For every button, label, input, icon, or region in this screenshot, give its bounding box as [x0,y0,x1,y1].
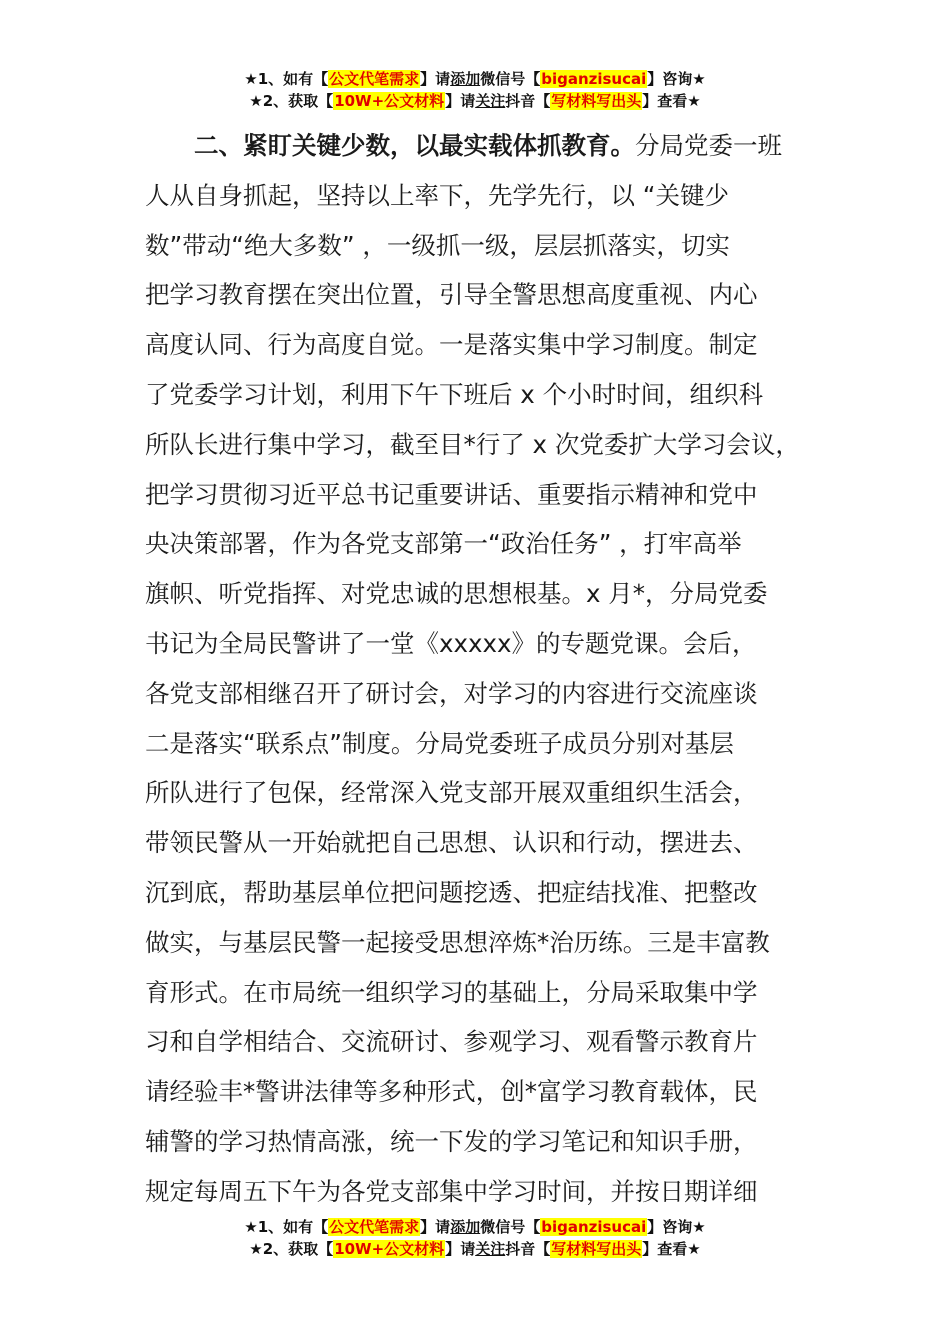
body-line: 分局党委一班 [635,131,782,160]
promo-text: ★1、如有【 [244,70,329,88]
promo-text: 】查看★ [642,92,701,110]
body-line: 习和自学相结合、交流研讨、参观学习、观看警示教育片 [145,1027,758,1057]
body-line: 书记为全局民警讲了一堂《xxxxx》的专题党课。会后， [145,628,757,658]
promo-highlight: 10W+公文材料 [334,92,445,110]
promo-text: 抖音【 [505,1240,551,1258]
promo-underlined-text: 关注 [475,1240,506,1258]
promo-underlined-text: 添加 [450,1218,481,1236]
promo-text: ★1、如有【 [244,1218,329,1236]
body-line: 旗帜、听党指挥、对党忠诚的思想根基。x 月*，分局党委 [145,579,768,609]
promo-douyin-id: 写材料写出头 [551,1240,642,1258]
paragraph-first-line [145,121,845,171]
body-line: 二是落实“联系点”制度。分局党委班子成员分别对基层 [145,728,734,758]
promo-highlight: 公文代笔需求 [329,1218,420,1236]
body-line: 辅警的学习热情高涨，统一下发的学习笔记和知识手册， [145,1126,758,1156]
promo-text: 】查看★ [642,1240,701,1258]
promo-text: 】请 [445,1240,476,1258]
body-line: 人从自身抓起，坚持以上率下，先学先行，以 “关键少 [145,180,729,210]
header-promo-banner [0,68,950,112]
body-line: 了党委学习计划，利用下午下班后 x 个小时时间，组织科 [145,379,764,409]
promo-text: 】咨询★ [647,70,706,88]
promo-highlight: 10W+公文材料 [334,1240,445,1258]
body-line: 把学习教育摆在突出位置，引导全警思想高度重视、内心 [145,280,758,310]
promo-wechat-id: biganzisucai [541,70,647,88]
body-line: 规定每周五下午为各党支部集中学习时间，并按日期详细 [145,1176,758,1206]
promo-highlight: 公文代笔需求 [329,70,420,88]
promo-douyin-id: 写材料写出头 [551,92,642,110]
promo-underlined-text: 关注 [475,92,506,110]
promo-text: 微信号【 [480,70,541,88]
body-line: 央决策部署，作为各党支部第一“政治任务” ，打牢高举 [145,529,742,559]
body-line: 把学习贯彻习近平总书记重要讲话、重要指示精神和党中 [145,479,758,509]
promo-line-2 [0,90,950,112]
promo-text: 】请 [445,92,476,110]
promo-text: 】请 [420,70,451,88]
promo-text: 】请 [420,1218,451,1236]
body-line: 数”带动“绝大多数” ，一级抓一级，层层抓落实，切实 [145,230,730,260]
promo-text: 抖音【 [505,92,551,110]
body-line: 做实，与基层民警一起接受思想淬炼*治历练。三是丰富教 [145,927,770,957]
body-line: 请经验丰*警讲法律等多种形式，创*富学习教育载体，民 [145,1077,758,1107]
footer-promo-banner [0,1216,950,1260]
document-body [145,121,845,1217]
body-line: 所队长进行集中学习，截至目*行了 x 次党委扩大学习会议， [145,429,800,459]
promo-text: 】咨询★ [647,1218,706,1236]
promo-underlined-text: 添加 [450,70,481,88]
promo-text: ★2、获取【 [249,92,334,110]
body-line: 所队进行了包保，经常深入党支部开展双重组织生活会， [145,778,758,808]
body-line: 沉到底，帮助基层单位把问题挖透、把症结找准、把整改 [145,877,758,907]
promo-wechat-id: biganzisucai [541,1218,647,1236]
body-line: 带领民警从一开始就把自己思想、认识和行动，摆进去、 [145,828,758,858]
body-line: 育形式。在市局统一组织学习的基础上，分局采取集中学 [145,977,758,1007]
promo-line-1 [0,68,950,90]
promo-line-2 [0,1238,950,1260]
body-line: 高度认同、行为高度自觉。一是落实集中学习制度。制定 [145,330,758,360]
promo-line-1 [0,1216,950,1238]
section-heading: 二、紧盯关键少数，以最实载体抓教育。 [194,131,635,160]
body-line: 各党支部相继召开了研讨会，对学习的内容进行交流座谈 [145,678,758,708]
promo-text: ★2、获取【 [249,1240,334,1258]
promo-text: 微信号【 [480,1218,541,1236]
